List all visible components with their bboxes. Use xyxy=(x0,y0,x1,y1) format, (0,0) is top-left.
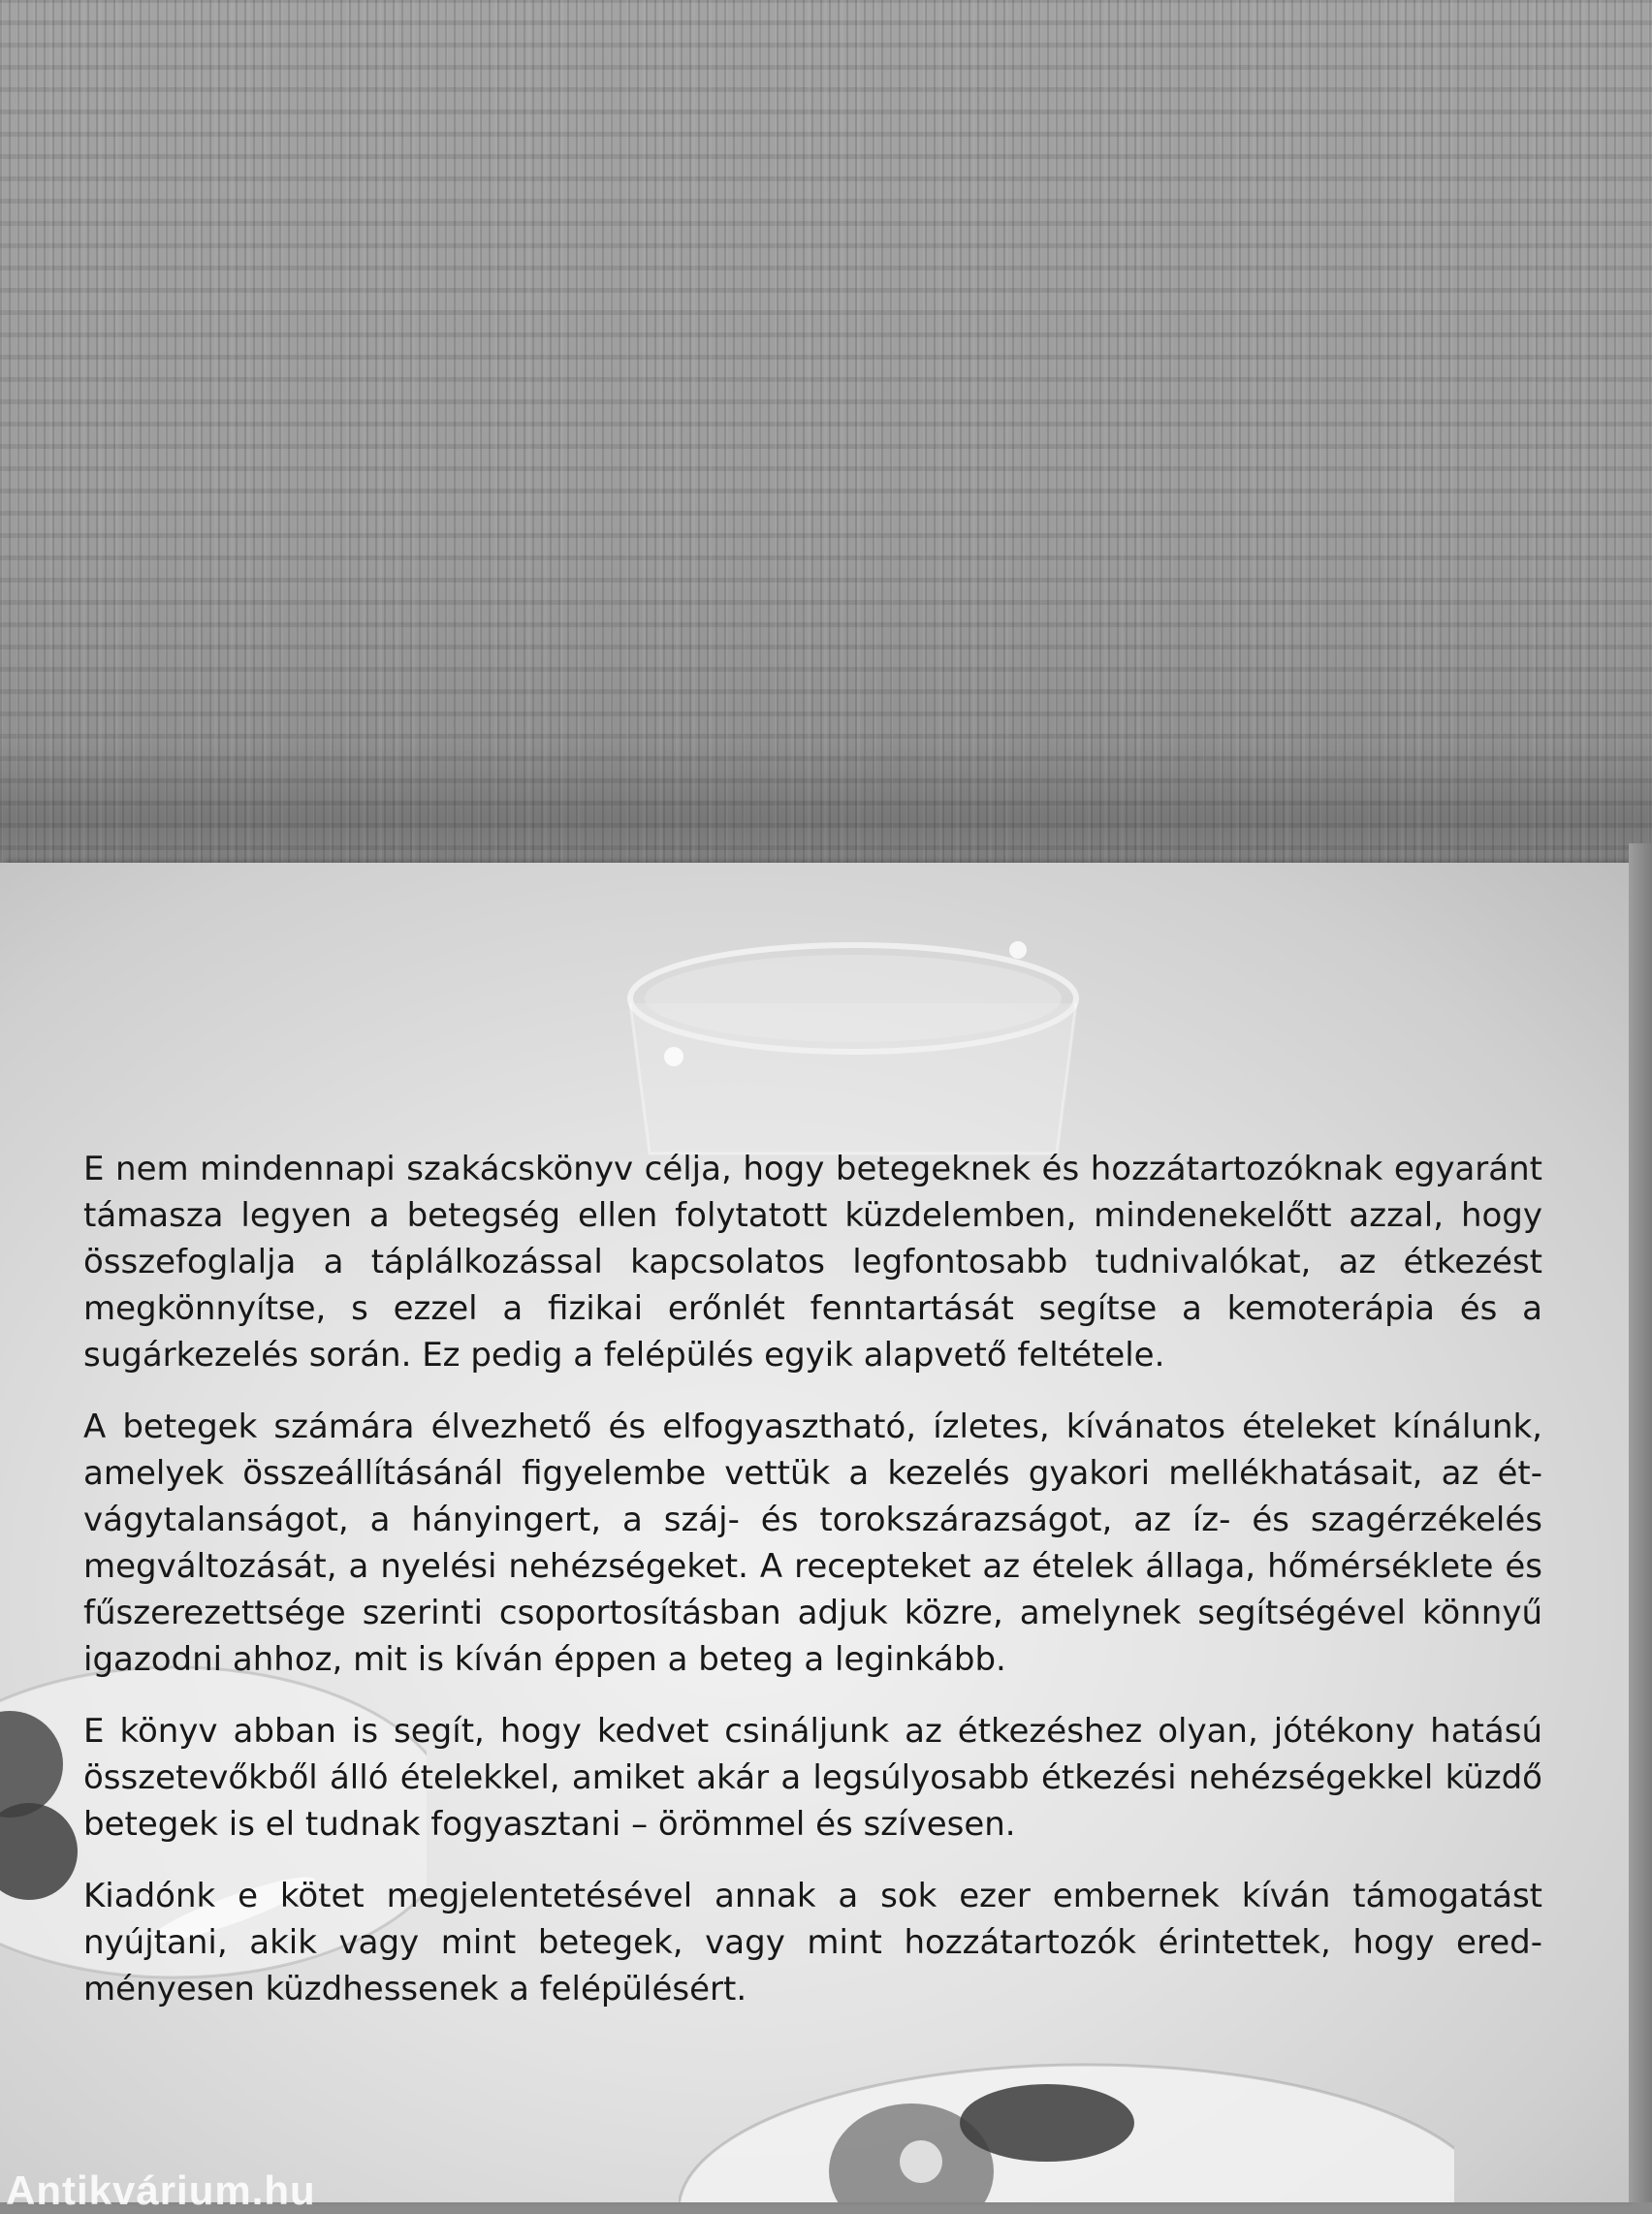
blurb-paragraph: E nem mindennapi szakácskönyv célja, hogy betegeknek és hozzátartozóknak egyaránt támasza legyen a betegség ellen folytatott küzdelemben, mindenekelőtt azzal, hogy összefoglalja a táplálkozással kapcsolatos legfontosabb tudnivalókat, az étkezést megkönnyítse, s ezzel a fizikai erőnlét fenntartását segítse a kemoterápia és a sugárkezelés során. Ez pedig a felépülés egyik alapvető feltétele. xyxy=(83,1150,1542,1375)
glass-photo xyxy=(601,931,1105,1163)
watermark: Antikvárium.hu xyxy=(6,2167,316,2213)
blurb-paragraph: E könyv abban is segít, hogy kedvet csináljunk az étkezéshez olyan, jótékony hatású összetevőkből álló ételekkel, amiket akár a legsúlyosabb étkezési nehézségekkel küzdő betegek is el tudnak fogyasztani – örömmel és szívesen. xyxy=(83,1712,1542,1844)
table-shadow xyxy=(0,737,1652,872)
blurb-paragraph: A betegek számára élvezhető és elfogyasztható, ízletes, kívánatos ételeket kínálunk, amelyek összeállításánál figyelembe vettük a kezelés gyakori mellékhatásait, az étvágytalanságot, a hányingert, a száj- és torokszárazságot, az íz- és szagérzékelés megváltozását, a nyelési nehézségeket. A recepteket az ételek állaga, hőmérséklete és fűszerezettsége szerinti csoportosításban adjuk közre, amelynek segítségével könnyű igazodni ahhoz, mit is kíván éppen a beteg a leginkább. xyxy=(83,1407,1542,1679)
blurb-paragraph: Kiadónk e kötet megjelentetésével annak a sok ezer embernek kíván támogatást nyújtani, akik vagy mint betegek, vagy mint hozzátartozók érintettek, hogy eredményesen küzdhessenek a felépülésért. xyxy=(83,1877,1542,2008)
plate-photo-bottom xyxy=(679,2045,1454,2202)
book-spine-edge xyxy=(1629,843,1652,2202)
back-cover-blurb xyxy=(83,1146,1542,2038)
